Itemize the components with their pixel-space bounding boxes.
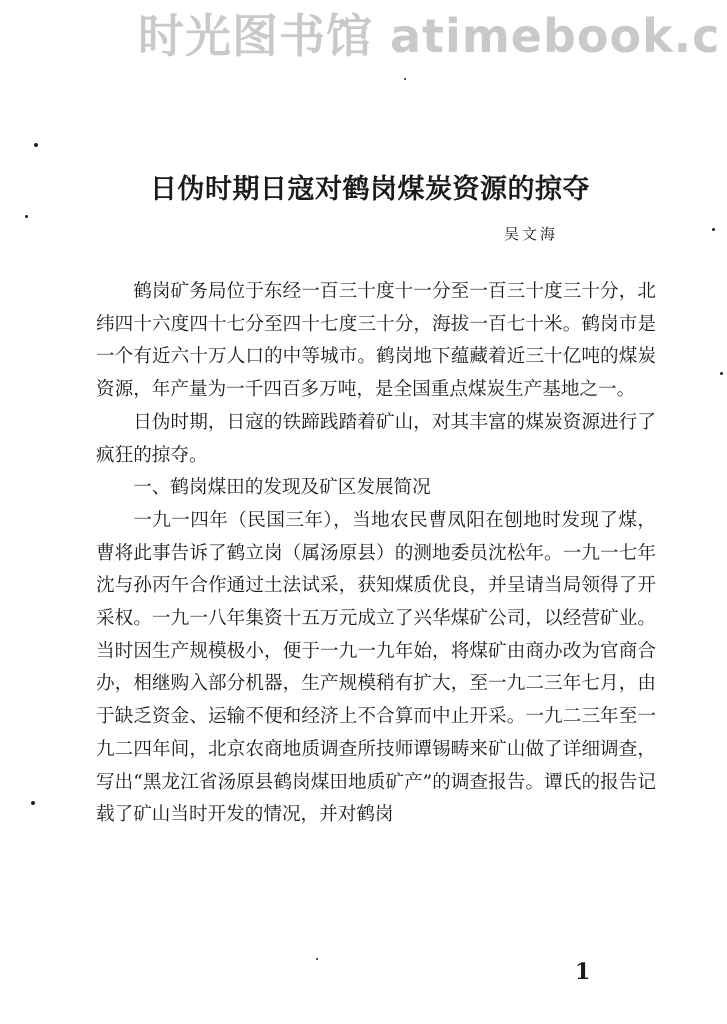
paragraph-location: 鹤岗矿务局位于东经一百三十度十一分至一百三十度三十分，北纬四十六度四十七分至四十七度三十分，海拔一百七十米。鹤岗市是一个有近六十万人口的中等城市。鹤岗地下蕴藏着近三十亿吨的煤炭资源，年产量为一千四百多万吨，是全国重点煤炭生产基地之一。 <box>96 281 656 401</box>
article-author: 吴文海 <box>504 225 559 243</box>
section-heading: 一、鹤岗煤田的发现及矿区发展简况 <box>133 477 431 499</box>
page-number: 1 <box>575 959 591 985</box>
article-body <box>96 276 656 832</box>
watermark: 时光图书馆 atimebook.c <box>138 9 721 63</box>
article-title: 日伪时期日寇对鹤岗煤炭资源的掠夺 <box>150 174 590 206</box>
scan-speck <box>31 801 35 805</box>
scan-speck <box>404 78 406 80</box>
paragraph-occupation: 日伪时期，日寇的铁蹄践踏着矿山，对其丰富的煤炭资源进行了疯狂的掠夺。 <box>96 411 656 466</box>
scan-speck <box>712 228 715 231</box>
paragraph-history: 一九一四年（民国三年），当地农民曹凤阳在刨地时发现了煤，曹将此事告诉了鹤立岗（属汤原县）的测地委员沈松年。一九一七年沈与孙丙午合作通过土法试采，获知煤质优良，并呈请当局领得了开采权。一九一八年集资十五万元成立了兴华煤矿公司，以经营矿业。当时因生产规模极小，便于一九一九年始，将煤矿由商办改为官商合办，相继购入部分机器，生产规模稍有扩大，至一九二三年七月，由于缺乏资金、运输不便和经济上不合算而中止开采。一九二三年至一九二四年间，北京农商地质调查所技师谭锡畴来矿山做了详细调查，写出“黑龙江省汤原县鹤岗煤田地质矿产”的调查报告。谭氏的报告记载了矿山当时开发的情况，并对鹤岗 <box>96 509 656 826</box>
scan-speck <box>720 372 723 375</box>
scan-speck <box>25 215 28 218</box>
scan-speck <box>316 958 318 960</box>
scan-speck <box>34 143 38 147</box>
